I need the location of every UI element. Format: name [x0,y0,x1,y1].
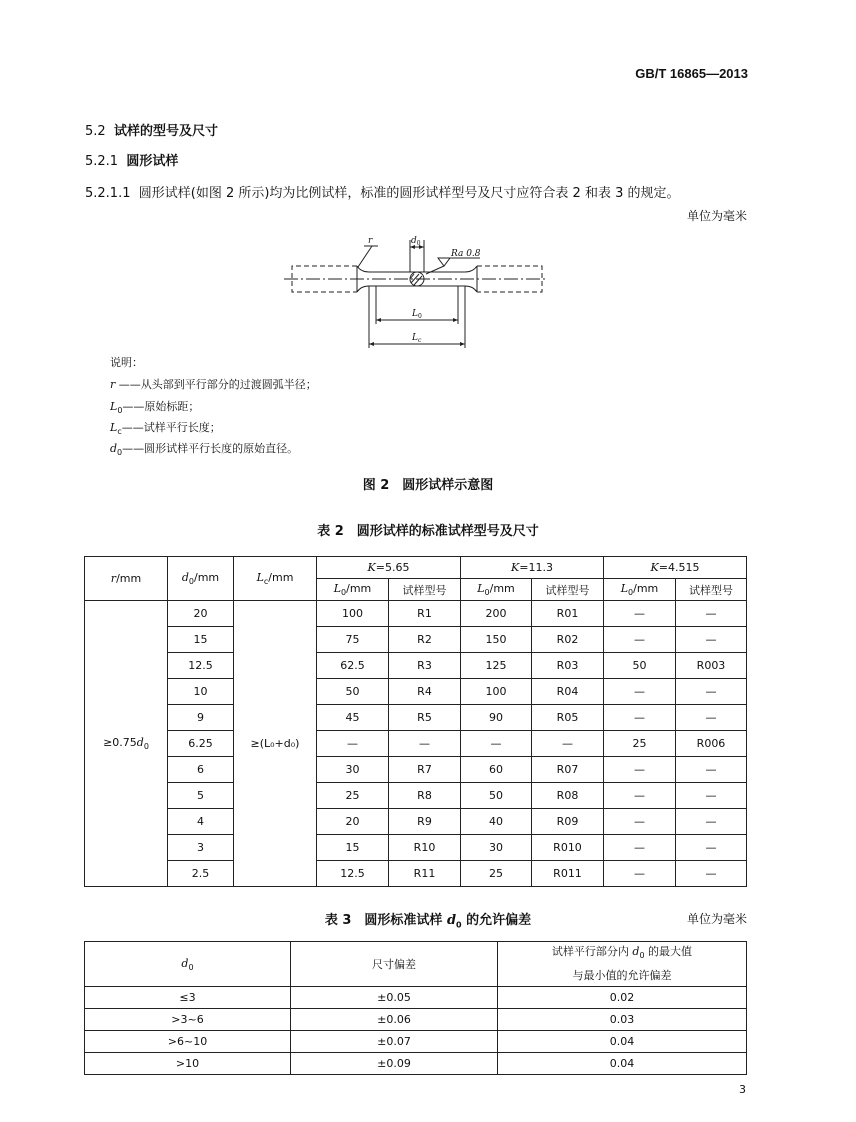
table-cell: ±0.09 [291,1053,498,1075]
table-cell: 12.5 [168,653,234,679]
lc-label: $L_c$ [412,333,422,344]
col-header-k1: K=5.65 [317,557,461,579]
table-cell: R9 [389,809,461,835]
heading-5-2-1: 5.2.1 圆形试样 [85,154,179,169]
table-cell: 100 [317,601,389,627]
table-cell: — [604,861,676,887]
table-cell: 50 [461,783,532,809]
table-cell: 3 [168,835,234,861]
legend-item-l0: $L_0——$原始标距； [110,400,200,416]
table-cell: R07 [532,757,604,783]
table-cell: — [604,783,676,809]
table-row [85,601,747,627]
table-cell: R7 [389,757,461,783]
paragraph-5-2-1-1: 5.2.1.1 圆形试样(如图 2 所示)均为比例试样，标准的圆形试样型号及尺寸应符合表 2 和表 3 的规定。 [85,186,680,201]
table-2 [84,556,747,887]
table-row [85,653,747,679]
table-cell: R010 [532,835,604,861]
col-header-k2: K=11.3 [461,557,604,579]
table-cell: — [317,731,389,757]
table-cell: — [676,861,747,887]
roughness-symbol [438,258,480,266]
table-cell: R10 [389,835,461,861]
table-row [85,861,747,887]
heading-5-2: 5.2 试样的型号及尺寸 [85,124,218,139]
table-cell: 6.25 [168,731,234,757]
merged-r-cell: $\ge 0.75d_0$ [85,601,168,887]
table-cell: 25 [604,731,676,757]
table-cell: — [676,757,747,783]
sub-header-l0: $L_0/mm$ [604,579,676,601]
table-cell: 30 [461,835,532,861]
table-cell: — [532,731,604,757]
unit-note-table3: 单位为毫米 [686,912,747,926]
r-leader [358,246,372,267]
col-header-lc: $L_c/mm$ [234,557,317,601]
table-cell: 60 [461,757,532,783]
table-cell: R003 [676,653,747,679]
table-cell: 50 [604,653,676,679]
table-cell: 125 [461,653,532,679]
table-cell: 4 [168,809,234,835]
table-cell: R09 [532,809,604,835]
t3-header-d0: $d_0$ [85,942,291,987]
table-cell: — [604,757,676,783]
table-cell: — [604,679,676,705]
table-cell: R006 [676,731,747,757]
table-3 [84,941,747,1075]
table-cell: — [676,783,747,809]
table-cell: 20 [317,809,389,835]
table-cell: 30 [317,757,389,783]
table-cell: — [676,627,747,653]
table-cell: 10 [168,679,234,705]
table-cell: — [461,731,532,757]
figure-caption: 图 2 圆形试样示意图 [362,478,494,493]
table-cell: R1 [389,601,461,627]
table-cell: 40 [461,809,532,835]
table-cell: ±0.06 [291,1009,498,1031]
table-cell: R02 [532,627,604,653]
table-cell: 200 [461,601,532,627]
table-cell: R08 [532,783,604,809]
table-cell: 100 [461,679,532,705]
merged-lc-cell: ≥(L₀+d₀) [234,601,317,887]
table-cell: 2.5 [168,861,234,887]
table-cell: — [676,705,747,731]
table-cell: 5 [168,783,234,809]
table-cell: >6~10 [85,1031,291,1053]
table-cell: — [604,705,676,731]
table-row [85,757,747,783]
legend-item-d0: $d_0——$圆形试样平行长度的原始直径。 [110,442,299,458]
table-cell: — [604,601,676,627]
table-cell: 45 [317,705,389,731]
table-cell: 15 [317,835,389,861]
col-header-d0: $d_0/mm$ [168,557,234,601]
table-cell: 90 [461,705,532,731]
l0-label: $L_0$ [412,309,422,320]
table-cell: R3 [389,653,461,679]
table-cell: 25 [461,861,532,887]
table-cell: R04 [532,679,604,705]
d0-label: $d_0$ [411,236,421,247]
col-header-r: r/mm [85,557,168,601]
sub-header-l0: $L_0/mm$ [317,579,389,601]
table-cell: 9 [168,705,234,731]
table-cell: R011 [532,861,604,887]
table-cell: — [604,835,676,861]
legend-title: 说明： [110,356,143,369]
table-row [85,783,747,809]
table-row [85,1053,747,1075]
specimen-diagram [280,232,550,350]
table-cell: ≤3 [85,987,291,1009]
sub-header-type: 试样型号 [676,579,747,601]
table-cell: 15 [168,627,234,653]
table-cell: 0.04 [498,1031,747,1053]
table-row [85,627,747,653]
r-label: r [368,236,373,246]
t3-header-max-deviation: 试样平行部分内 $d_0$ 的最大值 与最小值的允许偏差 [498,942,747,987]
col-header-k3: K=4.515 [604,557,747,579]
ra-label: Ra 0.8 [451,249,481,259]
table-cell: >10 [85,1053,291,1075]
table-cell: — [604,809,676,835]
table-cell: R2 [389,627,461,653]
table-cell: 0.02 [498,987,747,1009]
table-cell: — [604,627,676,653]
legend-item-r: r ——从头部到平行部分的过渡圆弧半径； [110,378,317,391]
table-cell: 20 [168,601,234,627]
unit-note-figure: 单位为毫米 [686,209,747,223]
table-cell: R03 [532,653,604,679]
table-row [85,987,747,1009]
sub-header-type: 试样型号 [389,579,461,601]
sub-header-type: 试样型号 [532,579,604,601]
table-cell: — [676,679,747,705]
table-cell: 50 [317,679,389,705]
table-row [85,705,747,731]
table-cell: 0.03 [498,1009,747,1031]
table-row [85,1009,747,1031]
table-cell: 150 [461,627,532,653]
table-row [85,731,747,757]
table-cell: 25 [317,783,389,809]
table-cell: — [676,601,747,627]
table-row [85,1031,747,1053]
legend-item-lc: $L_c——$试样平行长度； [110,421,221,437]
table-cell: R4 [389,679,461,705]
table-cell: 62.5 [317,653,389,679]
sub-header-l0: $L_0/mm$ [461,579,532,601]
table-cell: ±0.05 [291,987,498,1009]
table-row [85,809,747,835]
table-cell: R05 [532,705,604,731]
table-cell: R01 [532,601,604,627]
table-row [85,679,747,705]
table-cell: ±0.07 [291,1031,498,1053]
page-number: 3 [739,1083,746,1096]
t3-header-tolerance: 尺寸偏差 [291,942,498,987]
table-cell: R11 [389,861,461,887]
table-cell: — [389,731,461,757]
table-row [85,835,747,861]
table-cell: 12.5 [317,861,389,887]
table-cell: >3~6 [85,1009,291,1031]
table-cell: 75 [317,627,389,653]
table3-title: 表 3 圆形标准试样 $d_0$ 的允许偏差 [324,913,532,930]
table-cell: R8 [389,783,461,809]
table-cell: R5 [389,705,461,731]
table-cell: — [676,835,747,861]
table2-title: 表 2 圆形试样的标准试样型号及尺寸 [317,524,539,539]
table-cell: 6 [168,757,234,783]
table-cell: — [676,809,747,835]
table-cell: 0.04 [498,1053,747,1075]
standard-code: GB/T 16865—2013 [635,66,748,81]
